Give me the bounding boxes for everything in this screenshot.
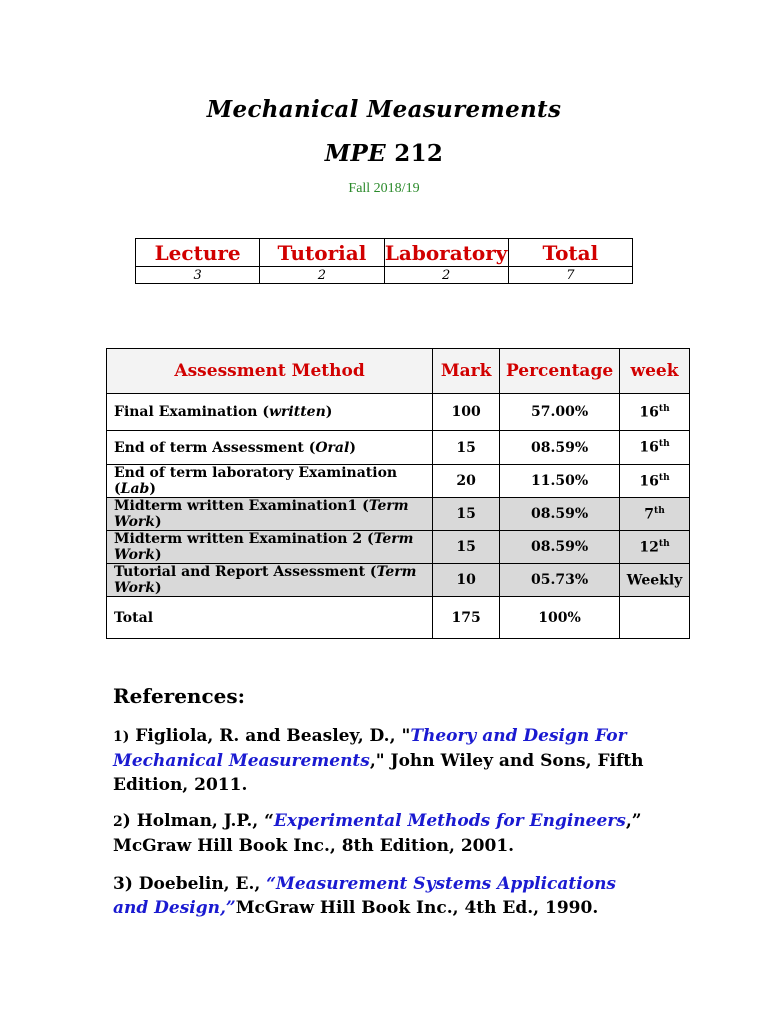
hours-value-laboratory: 2 xyxy=(384,267,508,284)
hours-header-row xyxy=(136,239,633,267)
course-code xyxy=(0,140,768,167)
method-close: ) xyxy=(149,481,156,497)
week-cell xyxy=(620,531,690,564)
reference-authors: ) Holman, J.P., “ xyxy=(122,811,274,831)
hours-header-total: Total xyxy=(508,239,632,267)
references-heading: References: xyxy=(113,684,246,708)
method-text: Final Examination ( xyxy=(114,404,269,420)
week-value: 7 xyxy=(644,506,655,523)
percentage-cell: 05.73% xyxy=(500,564,620,597)
week-cell xyxy=(620,394,690,431)
week-value: Weekly xyxy=(626,572,683,589)
week-suffix: th xyxy=(658,538,670,549)
method-type: Term Work xyxy=(114,531,414,563)
percentage-cell: 08.59% xyxy=(500,531,620,564)
total-week xyxy=(620,597,690,639)
table-row xyxy=(107,465,690,498)
method-cell xyxy=(107,498,433,531)
reference-authors: ) Doebelin, E., xyxy=(124,874,267,894)
reference-quote: " xyxy=(401,726,411,746)
method-type: Oral xyxy=(315,439,350,456)
total-mark: 175 xyxy=(433,597,500,639)
mark-cell: 15 xyxy=(433,498,500,531)
table-row xyxy=(107,431,690,465)
term-text: Fall 2018/19 xyxy=(348,181,420,196)
week-suffix: th xyxy=(658,403,670,414)
method-type: written xyxy=(268,404,326,420)
percentage-cell: 57.00% xyxy=(500,394,620,431)
hours-header-laboratory: Laboratory xyxy=(384,240,508,265)
table-row xyxy=(107,564,690,597)
method-close: ) xyxy=(155,547,162,563)
method-text: End of term Assessment ( xyxy=(114,439,316,456)
reference-number: 2 xyxy=(113,814,123,830)
week-suffix: th xyxy=(658,439,670,450)
method-cell xyxy=(107,564,433,597)
assessment-table xyxy=(106,348,690,639)
method-close: ) xyxy=(155,514,162,530)
week-suffix: th xyxy=(658,472,670,483)
reference-item xyxy=(113,809,653,858)
table-row xyxy=(107,498,690,531)
hours-header-tutorial: Tutorial xyxy=(260,239,384,267)
hours-value-lecture: 3 xyxy=(136,267,260,284)
percentage-cell: 08.59% xyxy=(500,498,620,531)
course-number: 212 xyxy=(394,140,444,167)
week-value: 12 xyxy=(639,539,659,556)
method-text: Tutorial and Report Assessment ( xyxy=(114,564,377,580)
mark-cell: 10 xyxy=(433,564,500,597)
method-cell xyxy=(107,531,433,564)
hours-value-total: 7 xyxy=(508,267,632,284)
header-assessment-method: Assessment Method xyxy=(107,349,433,394)
reference-item xyxy=(113,724,653,797)
hours-value-tutorial: 2 xyxy=(260,267,384,284)
week-cell xyxy=(620,431,690,465)
method-type: Lab xyxy=(120,481,150,497)
header-week: week xyxy=(620,349,690,394)
table-row xyxy=(107,394,690,431)
week-value: 16 xyxy=(639,439,659,456)
method-type: Term Work xyxy=(114,498,409,530)
method-cell xyxy=(107,394,433,431)
week-cell xyxy=(620,498,690,531)
reference-publisher: ,” McGraw Hill Book Inc., 8th Edition, 2001. xyxy=(113,811,642,856)
reference-title: Theory and Design For Mechanical Measurements xyxy=(113,726,627,771)
percentage-cell: 08.59% xyxy=(500,431,620,465)
header-percentage: Percentage xyxy=(500,349,620,394)
hours-header-lecture: Lecture xyxy=(136,239,260,267)
reference-number: 3 xyxy=(113,874,125,894)
method-close: ) xyxy=(325,404,333,420)
week-cell xyxy=(620,564,690,597)
mark-cell: 100 xyxy=(433,394,500,431)
reference-publisher: McGraw Hill Book Inc., 4th Ed., 1990. xyxy=(235,898,599,918)
document-title: Mechanical Measurements xyxy=(206,96,562,123)
reference-item xyxy=(113,872,653,920)
method-cell xyxy=(107,465,433,498)
week-value: 16 xyxy=(639,473,659,490)
week-value: 16 xyxy=(639,404,659,421)
assessment-header-row xyxy=(107,349,690,394)
method-type: Term Work xyxy=(114,564,417,596)
header-mark: Mark xyxy=(433,349,500,394)
method-text: End of term laboratory Examination ( xyxy=(114,465,398,497)
reference-publisher: ," John Wiley and Sons, Fifth Edition, 2011. xyxy=(113,751,644,795)
percentage-cell: 11.50% xyxy=(500,465,620,498)
term-label xyxy=(0,181,768,197)
mark-cell: 15 xyxy=(433,431,500,465)
total-row xyxy=(107,597,690,639)
mark-cell: 15 xyxy=(433,531,500,564)
reference-authors: Figliola, R. and Beasley, D., xyxy=(129,726,402,746)
week-suffix: th xyxy=(654,505,665,516)
course-code-letters: MPE xyxy=(324,140,386,167)
reference-title: “Measurement Systems Applications and Design,” xyxy=(113,874,616,918)
reference-number: 1) xyxy=(113,729,130,745)
mark-cell: 20 xyxy=(433,465,500,498)
total-percentage: 100% xyxy=(500,597,620,639)
total-label: Total xyxy=(107,597,433,639)
method-text: Midterm written Examination 2 ( xyxy=(114,531,374,547)
hours-value-row xyxy=(136,267,633,284)
method-text: Midterm written Examination1 ( xyxy=(114,498,369,514)
week-cell xyxy=(620,465,690,498)
hours-table xyxy=(135,238,633,284)
method-close: ) xyxy=(155,580,162,596)
table-row xyxy=(107,531,690,564)
method-close: ) xyxy=(349,439,356,456)
reference-title: Experimental Methods for Engineers xyxy=(273,811,626,831)
method-cell xyxy=(107,431,433,465)
